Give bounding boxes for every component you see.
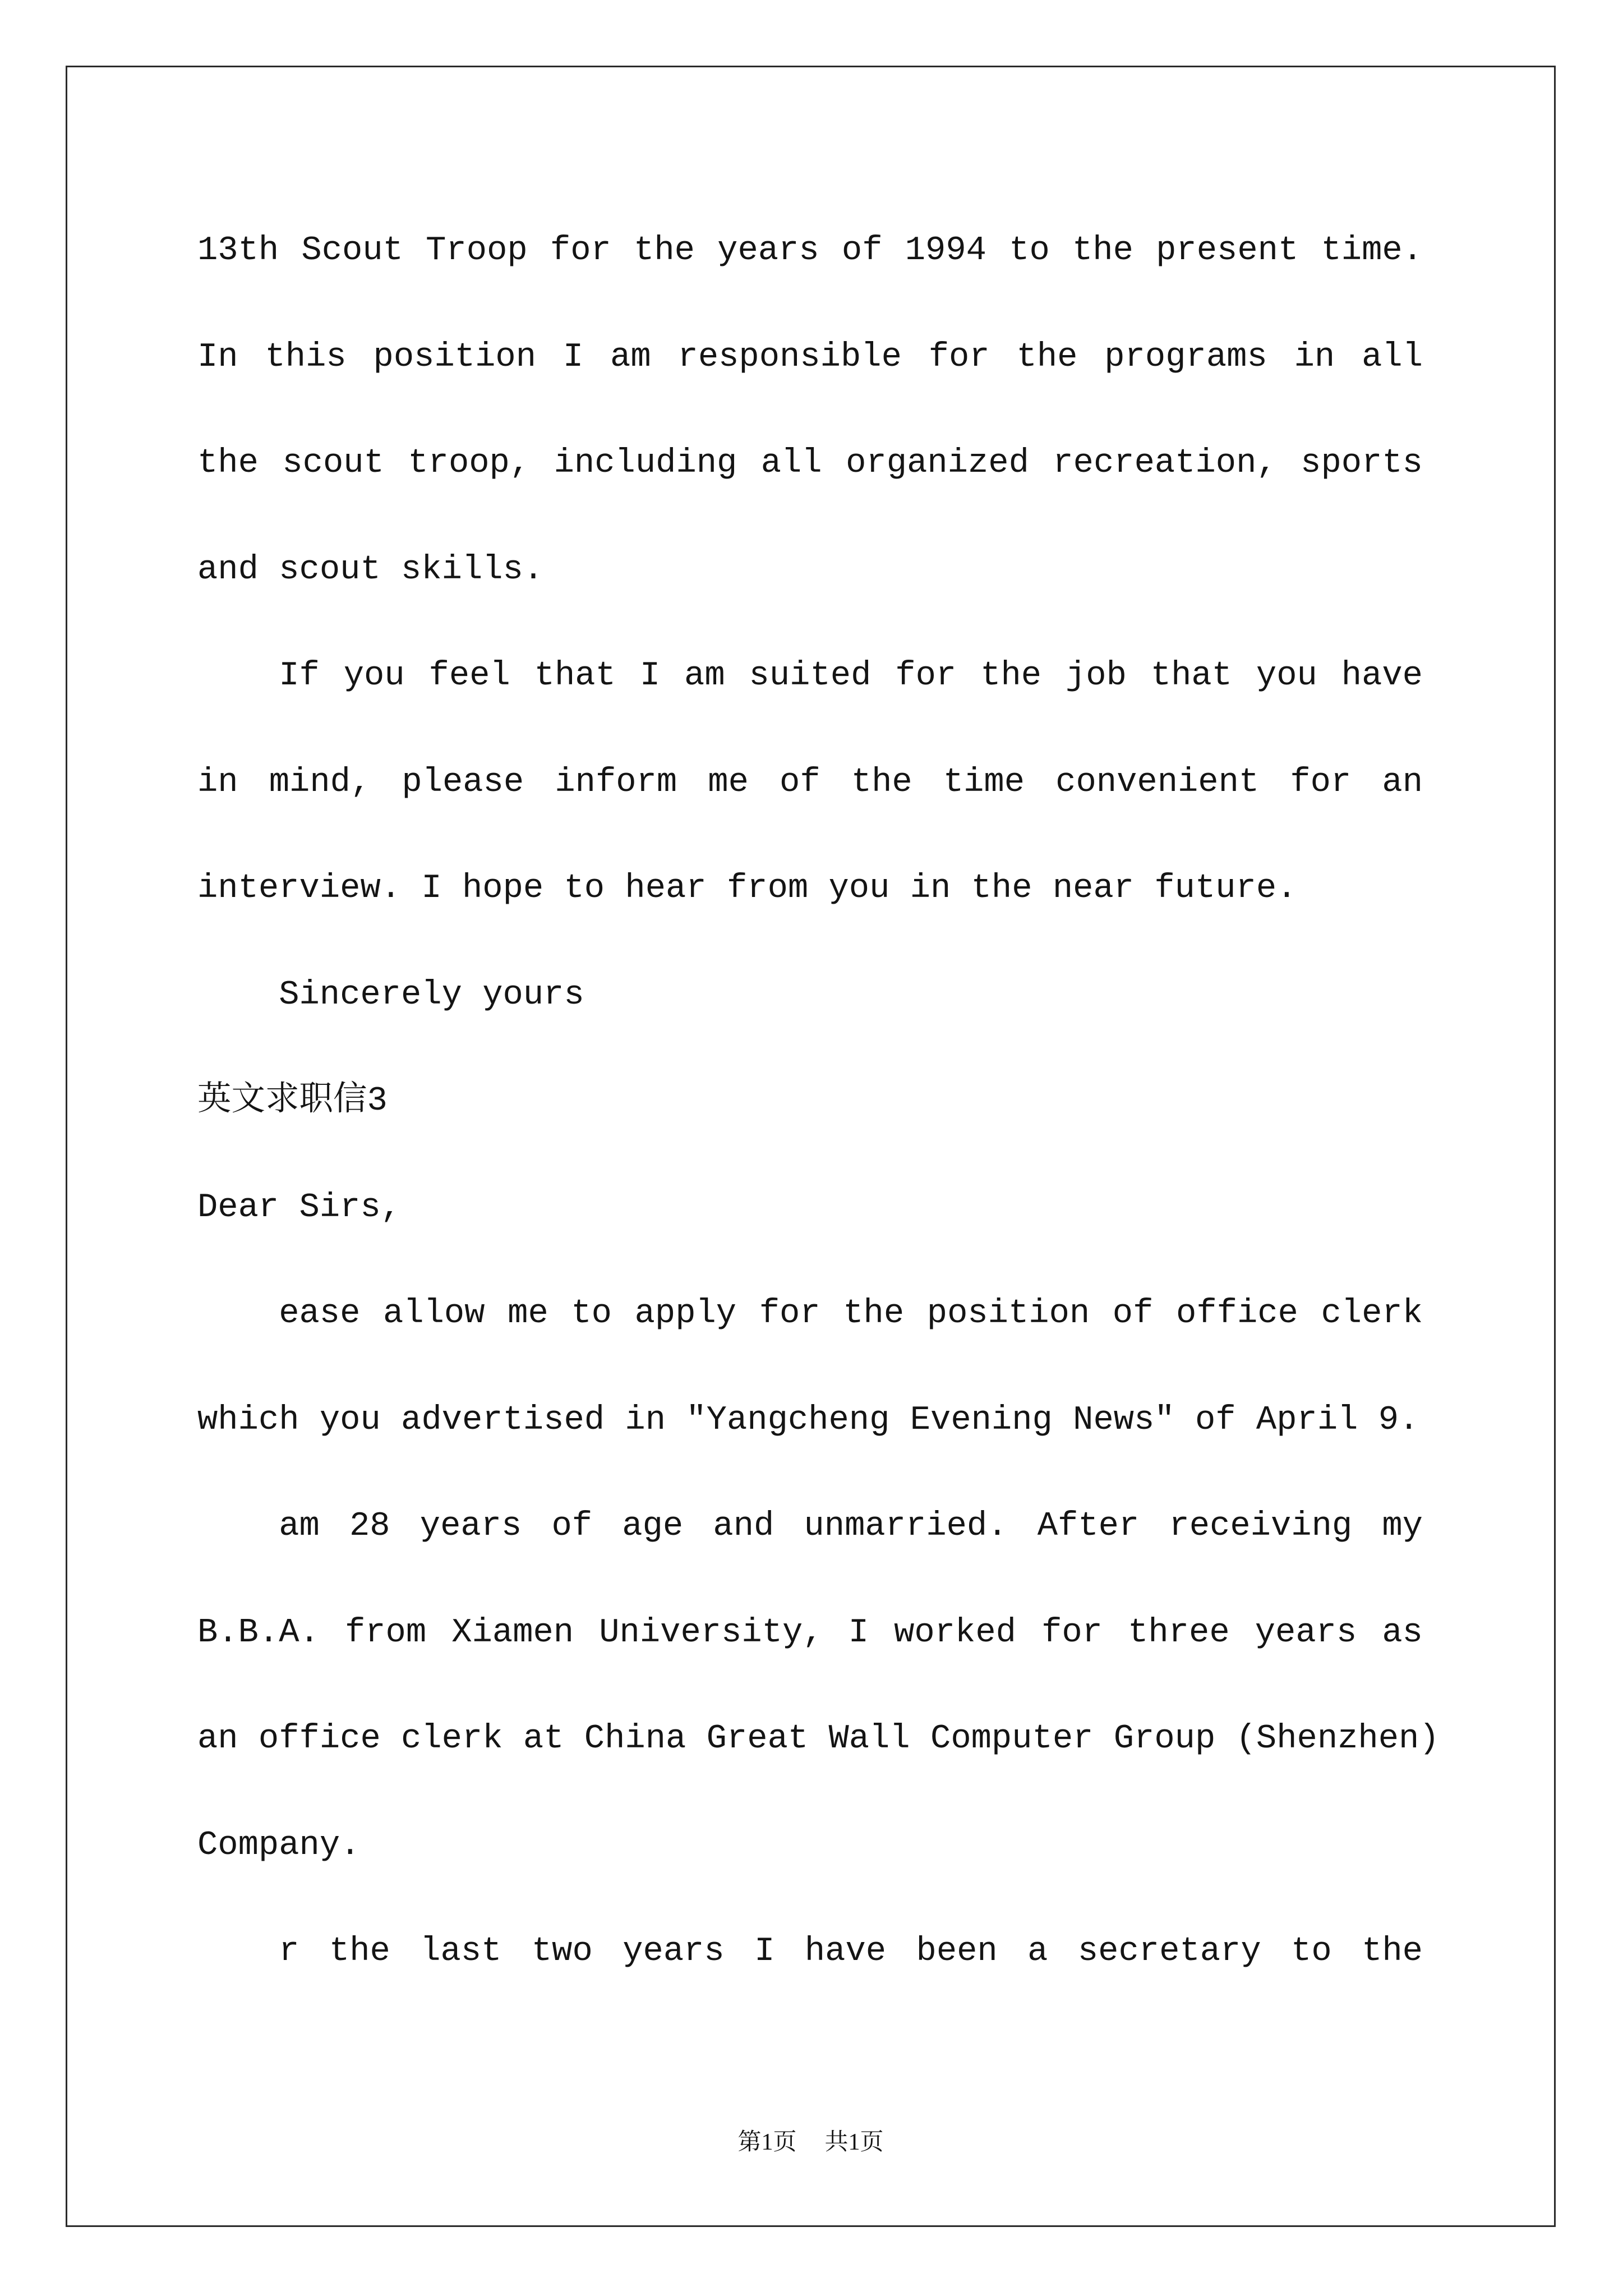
paragraph-line: an office clerk at China Great Wall Computer Group (Shenzhen) bbox=[197, 1720, 1440, 1758]
paragraph-line: am 28 years of age and unmarried. After receiving my bbox=[279, 1507, 1423, 1545]
paragraph-line: r the last two years I have been a secretary to the bbox=[279, 1932, 1423, 1971]
current-page-label: 第1页 bbox=[737, 2129, 797, 2155]
paragraph-line: 13th Scout Troop for the years of 1994 to the present time. bbox=[197, 232, 1423, 270]
paragraph-line: which you advertised in "Yangcheng Evening News" of April 9. bbox=[197, 1401, 1419, 1439]
letter-salutation: Dear Sirs, bbox=[197, 1188, 402, 1227]
letter-closing: Sincerely yours bbox=[279, 976, 584, 1014]
page-footer bbox=[66, 2125, 1556, 2159]
total-pages-label: 共1页 bbox=[824, 2129, 884, 2155]
paragraph-line: the scout troop, including all organized recreation, sports bbox=[197, 444, 1423, 482]
section-heading: 英文求职信3 bbox=[197, 1082, 388, 1120]
paragraph-line: Company. bbox=[197, 1826, 361, 1865]
paragraph-line: and scout skills. bbox=[197, 550, 544, 589]
paragraph-line: ease allow me to apply for the position of office clerk bbox=[279, 1295, 1423, 1333]
paragraph-line: interview. I hope to hear from you in the near future. bbox=[197, 869, 1297, 908]
paragraph-line: B.B.A. from Xiamen University, I worked for three years as bbox=[197, 1613, 1423, 1652]
paragraph-line: If you feel that I am suited for the job that you have bbox=[279, 657, 1423, 695]
paragraph-line: In this position I am responsible for the programs in all bbox=[197, 338, 1423, 376]
paragraph-line: in mind, please inform me of the time convenient for an bbox=[197, 763, 1423, 802]
document-body bbox=[197, 198, 1440, 2005]
